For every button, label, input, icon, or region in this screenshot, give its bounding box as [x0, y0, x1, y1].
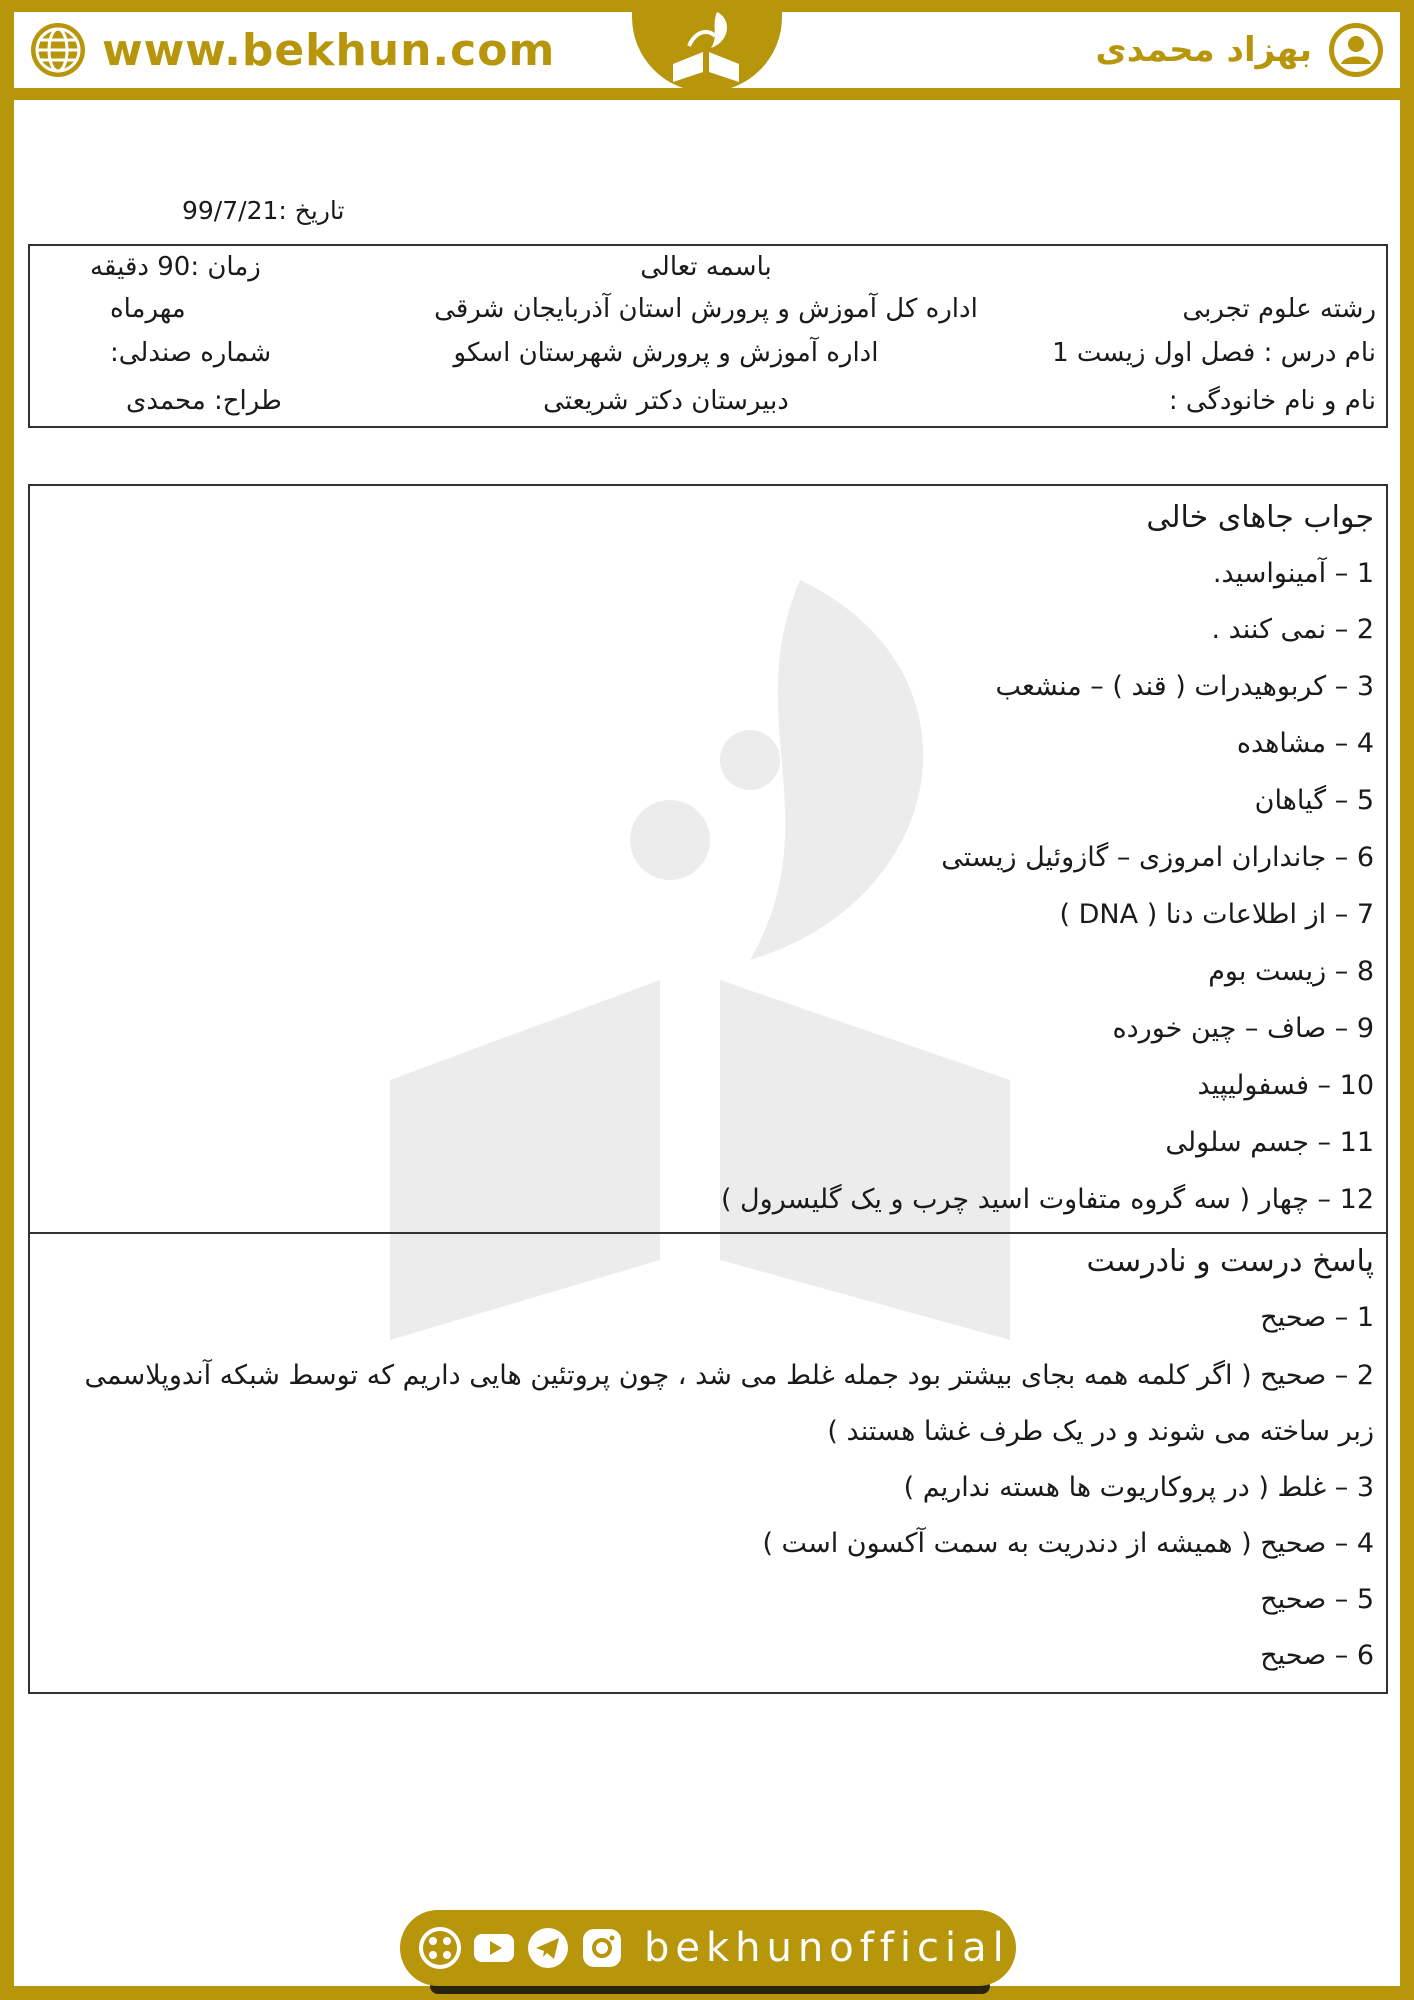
list-item: 10 – فسفولیپید [1197, 1070, 1374, 1101]
list-item: 8 – زیست بوم [1208, 956, 1374, 987]
true-false-section [30, 1234, 1386, 1694]
info-row-1 [30, 252, 1386, 292]
info-row-4 [30, 386, 1386, 426]
fill-blanks-section [30, 486, 1386, 1234]
info-row-3 [30, 338, 1386, 378]
exam-info-box [28, 244, 1388, 428]
list-item: 4 – صحیح ( همیشه از دندریت به سمت آکسون است ) [762, 1528, 1374, 1559]
invocation: باسمه تعالی [640, 252, 772, 282]
aparat-icon[interactable] [418, 1926, 462, 1970]
social-footer[interactable] [400, 1910, 1016, 1986]
list-item: 11 – جسم سلولی [1165, 1127, 1374, 1158]
school-name: دبیرستان دکتر شریعتی [543, 386, 789, 416]
city-office: اداره آموزش و پرورش شهرستان اسکو [453, 338, 879, 368]
list-item: 4 – مشاهده [1236, 728, 1374, 759]
list-item: 9 – صاف – چین خورده [1112, 1013, 1374, 1044]
answer-key-box [28, 484, 1388, 1694]
list-item: 1 – آمینواسید. [1212, 558, 1374, 589]
true-false-title: پاسخ درست و نادرست [1086, 1244, 1374, 1279]
course-name: نام درس : فصل اول زیست 1 [1052, 338, 1376, 368]
book-logo-icon [659, 6, 755, 86]
student-name-label: نام و نام خانودگی : [1168, 386, 1376, 416]
list-item: 2 – صحیح ( اگر کلمه همه بجای بیشتر بود جمله غلط می شد ، چون پروتئین هایی داریم که توسط شبکه آندوپلاسمی [84, 1360, 1374, 1391]
site-link[interactable] [28, 20, 555, 80]
list-item: 3 – کربوهیدرات ( قند ) – منشعب [995, 671, 1374, 702]
list-item: 3 – غلط ( در پروکاریوت ها هسته نداریم ) [903, 1472, 1374, 1503]
author-block [1096, 20, 1386, 80]
list-item-continuation: زبر ساخته می شوند و در یک طرف غشا هستند ) [827, 1416, 1374, 1447]
fill-blanks-title: جواب جاهای خالی [1146, 500, 1374, 535]
list-item: 5 – گیاهان [1254, 785, 1374, 816]
list-item: 6 – جانداران امروزی – گازوئیل زیستی [941, 842, 1374, 873]
list-item: 12 – چهار ( سه گروه متفاوت اسید چرب و یک گلیسرول ) [720, 1184, 1374, 1215]
instagram-icon[interactable] [580, 1926, 624, 1970]
info-row-2 [30, 294, 1386, 334]
list-item: 5 – صحیح [1260, 1584, 1374, 1615]
seat-number: شماره صندلی: [110, 338, 272, 368]
exam-duration: زمان :90 دقیقه [90, 252, 261, 282]
list-item: 6 – صحیح [1260, 1640, 1374, 1671]
author-name: بهزاد محمدی [1095, 30, 1312, 70]
globe-icon [28, 20, 88, 80]
youtube-icon[interactable] [472, 1926, 516, 1970]
provincial-office: اداره کل آموزش و پرورش استان آذربایجان شرقی [434, 294, 978, 324]
exam-month: مهرماه [110, 294, 186, 324]
exam-date: تاریخ :99/7/21 [182, 196, 345, 225]
social-handle: bekhunofficial [644, 1925, 1010, 1971]
designer-name: طراح: محمدی [126, 386, 282, 416]
field-of-study: رشته علوم تجربی [1182, 294, 1376, 324]
telegram-icon[interactable] [526, 1926, 570, 1970]
user-icon [1326, 20, 1386, 80]
list-item: 2 – نمی کنند . [1211, 614, 1374, 645]
list-item: 1 – صحیح [1260, 1302, 1374, 1333]
list-item: 7 – از اطلاعات دنا ( DNA ) [1059, 899, 1374, 930]
site-url: www.bekhun.com [102, 24, 556, 76]
